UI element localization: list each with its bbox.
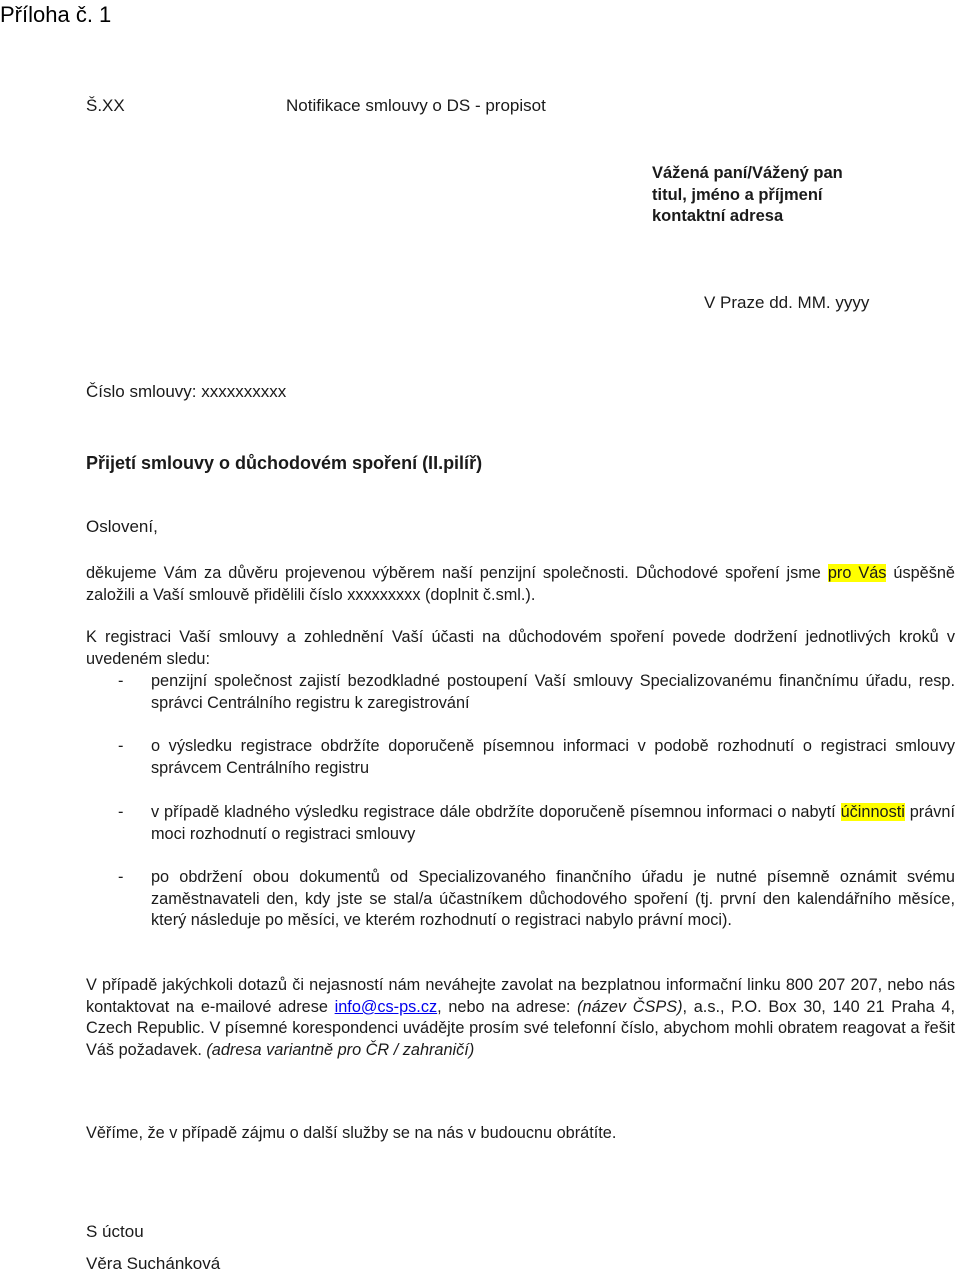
recipient-salutation-line: Vážená paní/Vážený pan — [652, 164, 843, 182]
list-item — [118, 802, 955, 845]
list-item-text-a: v případě kladného výsledku registrace dále obdržíte doporučeně písemnou informaci o nabytí — [151, 803, 841, 821]
list-item-text: po obdržení obou dokumentů od Specializovaného finančního úřadu je nutné písemně oznámit svému zaměstnavateli den, kdy jste se stal/a účastníkem důchodového spoření (tj. první den kalendářního měsíce, který následuje po měsíci, ve kterém rozhodnutí o registraci nabylo právní moci). — [151, 868, 955, 930]
annex-label: Příloha č. 1 — [0, 2, 112, 27]
paragraph-thanks-text-a: děkujeme Vám za důvěru projevenou výběrem naší penzijní společnosti. Důchodové spoření jsme — [86, 564, 828, 582]
placeholder-address-variant: (adresa variantně pro ČR / zahraničí) — [206, 1041, 475, 1060]
list-dash: - — [118, 672, 124, 690]
paragraph-contact-text-a: V případě jakýchkoli dotazů či nejasností nám neváhejte zavolat na bezplatnou informační linku 800 207 207, nebo nás kontaktovat na e-mailové adrese — [86, 976, 955, 1016]
paragraph-thanks — [86, 563, 955, 606]
paragraph-contact — [86, 975, 955, 1062]
document-subject: Notifikace smlouvy o DS - propisot — [286, 96, 546, 115]
salutation: Oslovení, — [86, 517, 158, 536]
list-dash: - — [118, 868, 124, 886]
list-item-text-b: právní moci rozhodnutí o registraci smlouvy — [151, 803, 956, 843]
list-item — [118, 736, 955, 779]
list-item-text: o výsledku registrace obdržíte doporučeně písemnou informaci v podobě rozhodnutí o registraci smlouvy správcem Centrálního registru — [151, 737, 955, 777]
letter-heading: Přijetí smlouvy o důchodovém spoření (II.pilíř) — [86, 453, 483, 473]
closing-phrase: S úctou — [86, 1222, 144, 1241]
list-item — [118, 671, 955, 714]
list-item — [118, 867, 955, 932]
list-dash: - — [118, 803, 124, 821]
recipient-name-line: titul, jméno a příjmení — [652, 185, 823, 204]
list-item-text: penzijní společnost zajistí bezodkladné postoupení Vaší smlouvy Specializovanému finančnímu úřadu, resp. správci Centrálního registru k zaregistrování — [151, 672, 955, 712]
highlighted-text: účinnosti — [840, 803, 905, 821]
list-dash: - — [118, 737, 124, 755]
paragraph-contact-text-c: , a.s., P.O. Box 30, 140 21 Praha 4, Czech Republic. V písemné korespondenci uvádějte prosím své telefonní číslo, abychom mohli obratem reagovat a řešit Váš požadavek. — [86, 997, 955, 1060]
paragraph-thanks-text-b: úspěšně založili a Vaší smlouvě přidělili číslo xxxxxxxxx (doplnit č.sml.). — [86, 564, 955, 604]
highlighted-text: pro Vás — [827, 564, 887, 582]
recipient-address-line: kontaktní adresa — [652, 207, 784, 225]
contract-number: Číslo smlouvy: xxxxxxxxxx — [86, 382, 287, 401]
date-line: V Praze dd. MM. yyyy — [704, 293, 870, 312]
paragraph-contact-text-b: , nebo na adrese: — [437, 997, 578, 1016]
paragraph-closing-remark: Věříme, že v případě zájmu o další služby se na nás v budoucnu obrátíte. — [86, 1124, 617, 1142]
placeholder-company-name: (název ČSPS) — [577, 997, 683, 1016]
signer-name: Věra Suchánková — [86, 1254, 221, 1273]
paragraph-registration-intro: K registraci Vaší smlouvy a zohlednění Vaší účasti na důchodovém spoření povede dodržení jednotlivých kroků v uvedeném sledu: — [86, 628, 955, 668]
reference-code: Š.XX — [86, 96, 125, 115]
list-item-text — [151, 802, 955, 845]
email-link[interactable]: info@cs-ps.cz — [334, 997, 438, 1016]
recipient-address-block — [652, 163, 843, 228]
